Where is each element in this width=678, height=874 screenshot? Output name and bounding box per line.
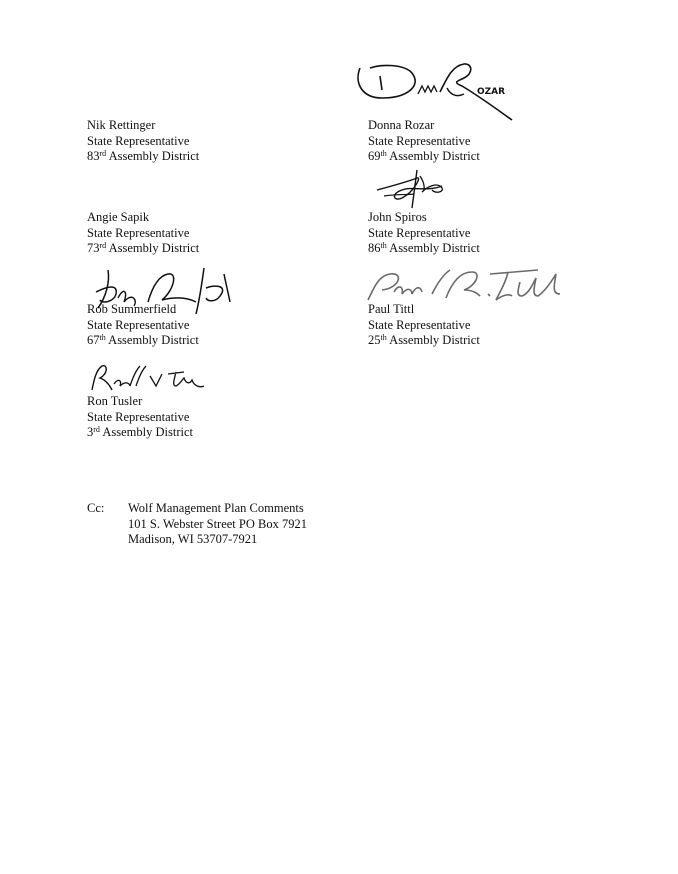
svg-text:OZAR: OZAR xyxy=(477,87,506,97)
signer-title: State Representative xyxy=(368,133,471,148)
signer-district: 25th Assembly District xyxy=(368,333,480,347)
signature-john-spiros xyxy=(372,164,452,214)
signer-name: Ron Tusler xyxy=(87,394,143,408)
signer-name: John Spiros xyxy=(368,210,427,224)
signer-block-rozar xyxy=(368,118,480,165)
cc-line: Wolf Management Plan Comments xyxy=(128,501,304,515)
signer-name: Donna Rozar xyxy=(368,118,435,132)
signature-donna-rozar xyxy=(352,58,532,122)
signer-block-tusler xyxy=(87,394,193,441)
signer-block-tittl xyxy=(368,302,480,349)
signer-title: State Representative xyxy=(87,225,190,240)
signer-district: 69th Assembly District xyxy=(368,149,480,163)
signer-name: Rob Summerfield xyxy=(87,302,177,316)
signer-district: 73rd Assembly District xyxy=(87,241,200,255)
signer-title: State Representative xyxy=(368,317,471,332)
signer-block-sapik xyxy=(87,210,199,257)
signer-district: 83rd Assembly District xyxy=(87,149,200,163)
signer-title: State Representative xyxy=(368,225,471,240)
cc-address xyxy=(128,501,307,548)
signer-block-spiros xyxy=(368,210,480,257)
signer-block-rettinger xyxy=(87,118,199,165)
signature-ron-tusler xyxy=(86,362,206,394)
signer-district: 86th Assembly District xyxy=(368,241,480,255)
signer-district: 67th Assembly District xyxy=(87,333,199,347)
signer-title: State Representative xyxy=(87,133,190,148)
signer-name: Angie Sapik xyxy=(87,210,150,224)
signer-title: State Representative xyxy=(87,317,190,332)
signer-block-summerfield xyxy=(87,302,199,349)
signer-title: State Representative xyxy=(87,409,190,424)
cc-line: Madison, WI 53707-7921 xyxy=(128,532,258,546)
cc-line: 101 S. Webster Street PO Box 7921 xyxy=(128,516,307,531)
signer-name: Nik Rettinger xyxy=(87,118,156,132)
cc-label: Cc: xyxy=(87,501,105,515)
signer-district: 3rd Assembly District xyxy=(87,425,193,439)
signer-name: Paul Tittl xyxy=(368,302,415,316)
